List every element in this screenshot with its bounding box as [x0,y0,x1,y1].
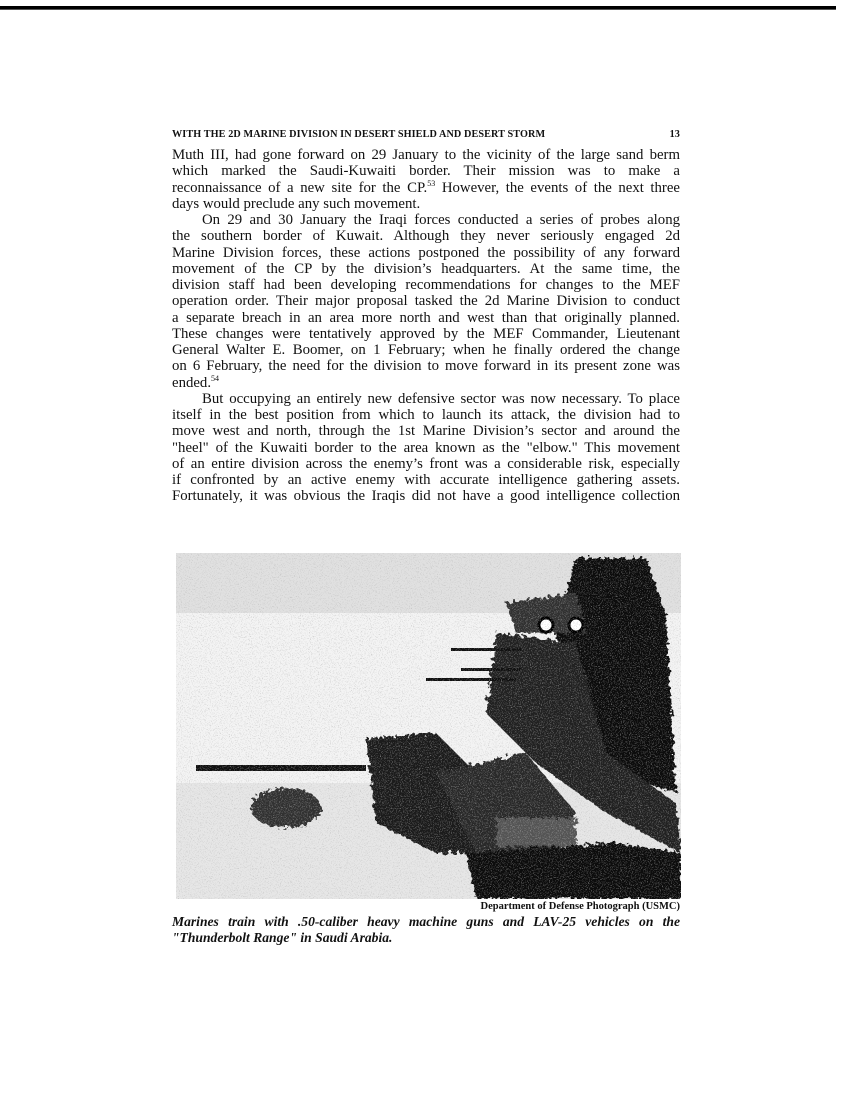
text-line-content: move west and north, through the 1st Marine Division’s sector and around the [172,423,680,440]
running-header [172,129,680,140]
text-line-content: on 6 February, the need for the division to move forward in its present zone was [172,358,680,375]
text-line-content: "heel" of the Kuwaiti border to the area known as the "elbow." This movement [172,439,680,456]
text-line [172,375,680,391]
text-line [172,358,680,374]
text-line [172,472,680,488]
running-title: WITH THE 2D MARINE DIVISION IN DESERT SHIELD AND DESERT STORM [172,129,546,140]
text-line-content: But occupying an entirely new defensive sector was now necessary. To place [202,390,680,407]
text-line [172,212,680,228]
text-line [172,261,680,277]
text-line-content: of an entire division across the enemy’s front was a considerable risk, especially [172,455,680,472]
body-text [172,147,680,505]
text-line-content: Marine Division forces, these actions postponed the possibility of any forward [172,244,680,261]
top-rule-shadow [0,9,836,10]
text-line [172,163,680,179]
text-line [172,310,680,326]
text-line-content: On 29 and 30 January the Iraqi forces conducted a series of probes along [202,212,680,228]
page-number: 13 [669,129,680,140]
text-line-content: division staff had been developing recommendations for changes to the MEF [172,277,680,293]
text-line [172,180,680,196]
text-line-content: reconnaissance of a new site for the CP. [172,179,428,196]
text-line [172,293,680,309]
text-line-content: days would preclude any such movement. [172,195,421,212]
text-line-content: if confronted by an active enemy with accurate intelligence gathering assets. [172,472,680,488]
text-line [172,277,680,293]
text-line [172,488,680,504]
text-line-content: the southern border of Kuwait. Although they never seriously engaged 2d [172,228,680,245]
photo-credit: Department of Defense Photograph (USMC) [480,901,680,912]
text-line-content: a separate breach in an area more north and west than that originally planned. [172,309,680,326]
text-line [172,147,680,163]
caption-line: Marines train with .50-caliber heavy machine guns and LAV-25 vehicles on the [172,914,680,929]
text-line-content: operation order. Their major proposal tasked the 2d Marine Division to conduct [172,293,680,310]
text-line [172,342,680,358]
text-line-content: General Walter E. Boomer, on 1 February; when he finally ordered the change [172,342,680,358]
text-line [172,423,680,439]
text-line [172,245,680,261]
footnote-reference: 54 [211,373,220,383]
footnote-reference: 53 [427,178,436,188]
text-line-content: movement of the CP by the division’s headquarters. At the same time, the [172,260,680,277]
caption-line: "Thunderbolt Range" in Saudi Arabia. [172,930,393,946]
text-line-content: which marked the Saudi-Kuwaiti border. Their mission was to make a [172,163,680,180]
photo-marines-machine-guns [176,553,681,899]
photo-caption [172,914,680,947]
text-line [172,456,680,472]
text-line-content: Muth III, had gone forward on 29 January to the vicinity of the large sand berm [172,147,680,163]
text-line [172,196,680,212]
text-line-content: Fortunately, it was obvious the Iraqis did not have a good intelligence collection [172,488,680,505]
text-line-content: These changes were tentatively approved by the MEF Commander, Lieutenant [172,325,680,342]
text-line [172,391,680,407]
text-line-continuation: However, the events of the next three [435,179,680,196]
text-line [172,407,680,423]
text-line-content: itself in the best position from which to launch its attack, the division had to [172,407,680,423]
text-line [172,228,680,244]
text-line [172,326,680,342]
text-line [172,440,680,456]
text-line-content: ended. [172,374,212,391]
